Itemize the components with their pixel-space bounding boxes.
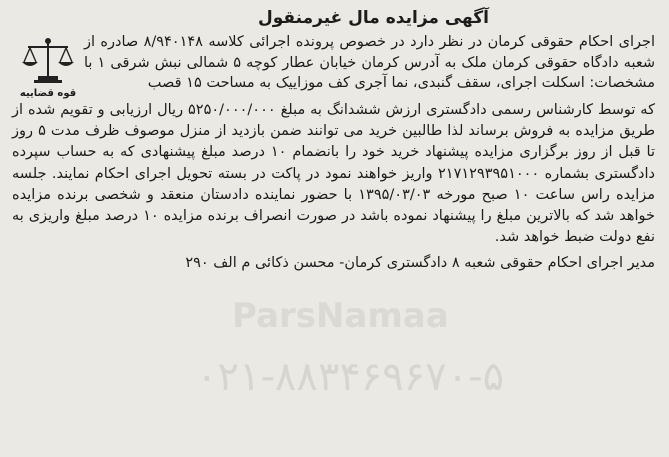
notice-title: آگهی مزایده مال غیرمنقول [258,8,489,28]
notice-signature: مدیر اجرای احکام حقوقی شعبه ۸ دادگستری کرمان- محسن ذکائی م الف ۲۹۰ [185,255,655,272]
notice-paragraph-main: که توسط کارشناس رسمی دادگستری ارزش ششدانگ به مبلغ ۵۲۵۰/۰۰۰/۰۰۰ ریال ارزیابی و تقویم شده از طریق مزایده به فروش برساند لذا طالبین خرید می توانند ضمن بازدید از منزل موصوف ظرف مدت ۵ روز تا قبل از روز برگزاری مزایده پیشنهاد خرید خود را بانضمام ۱۰ درصد مبلغ پیشنهادی که به حساب سپرده دادگستری بشماره ۲۱۷۱۲۹۳۹۵۱۰۰۰ واریز خواهند نمود در پاکت در بسته تحویل اجرای احکام نمایند. جلسه مزایده راس ساعت ۱۰ صبح مورخه ۱۳۹۵/۰۳/۰۳ با حضور نماینده دادستان منعقد و شخصی برنده مزایده خواهد شد که بالاترین مبلغ را پیشنهاد نموده باشد در صورت انصراف برنده مزایده ۱۰ درصد مبلغ واریزی به نفع دولت ضبط خواهد شد. [12,102,656,246]
notice-header [12,32,655,100]
emblem-caption: قوه قضاییه [19,88,77,99]
notice-intro [84,32,655,94]
scales-of-justice-icon [20,36,76,86]
notice-paragraph-top: اجرای احکام حقوقی کرمان در نظر دارد در خصوص پرونده اجرائی کلاسه ۸/۹۴۰۱۴۸ صادره از شعبه دادگاه حقوقی کرمان ملک به آدرس کرمان خیابان عطار کوچه ۵ شمالی نبش شرقی ۱ با مشخصات: اسکلت اجرای، سقف گنبدی، نما آجری کف موزاییک به مساحت ۱۵ قصب [84,34,655,91]
judiciary-emblem [12,36,84,100]
